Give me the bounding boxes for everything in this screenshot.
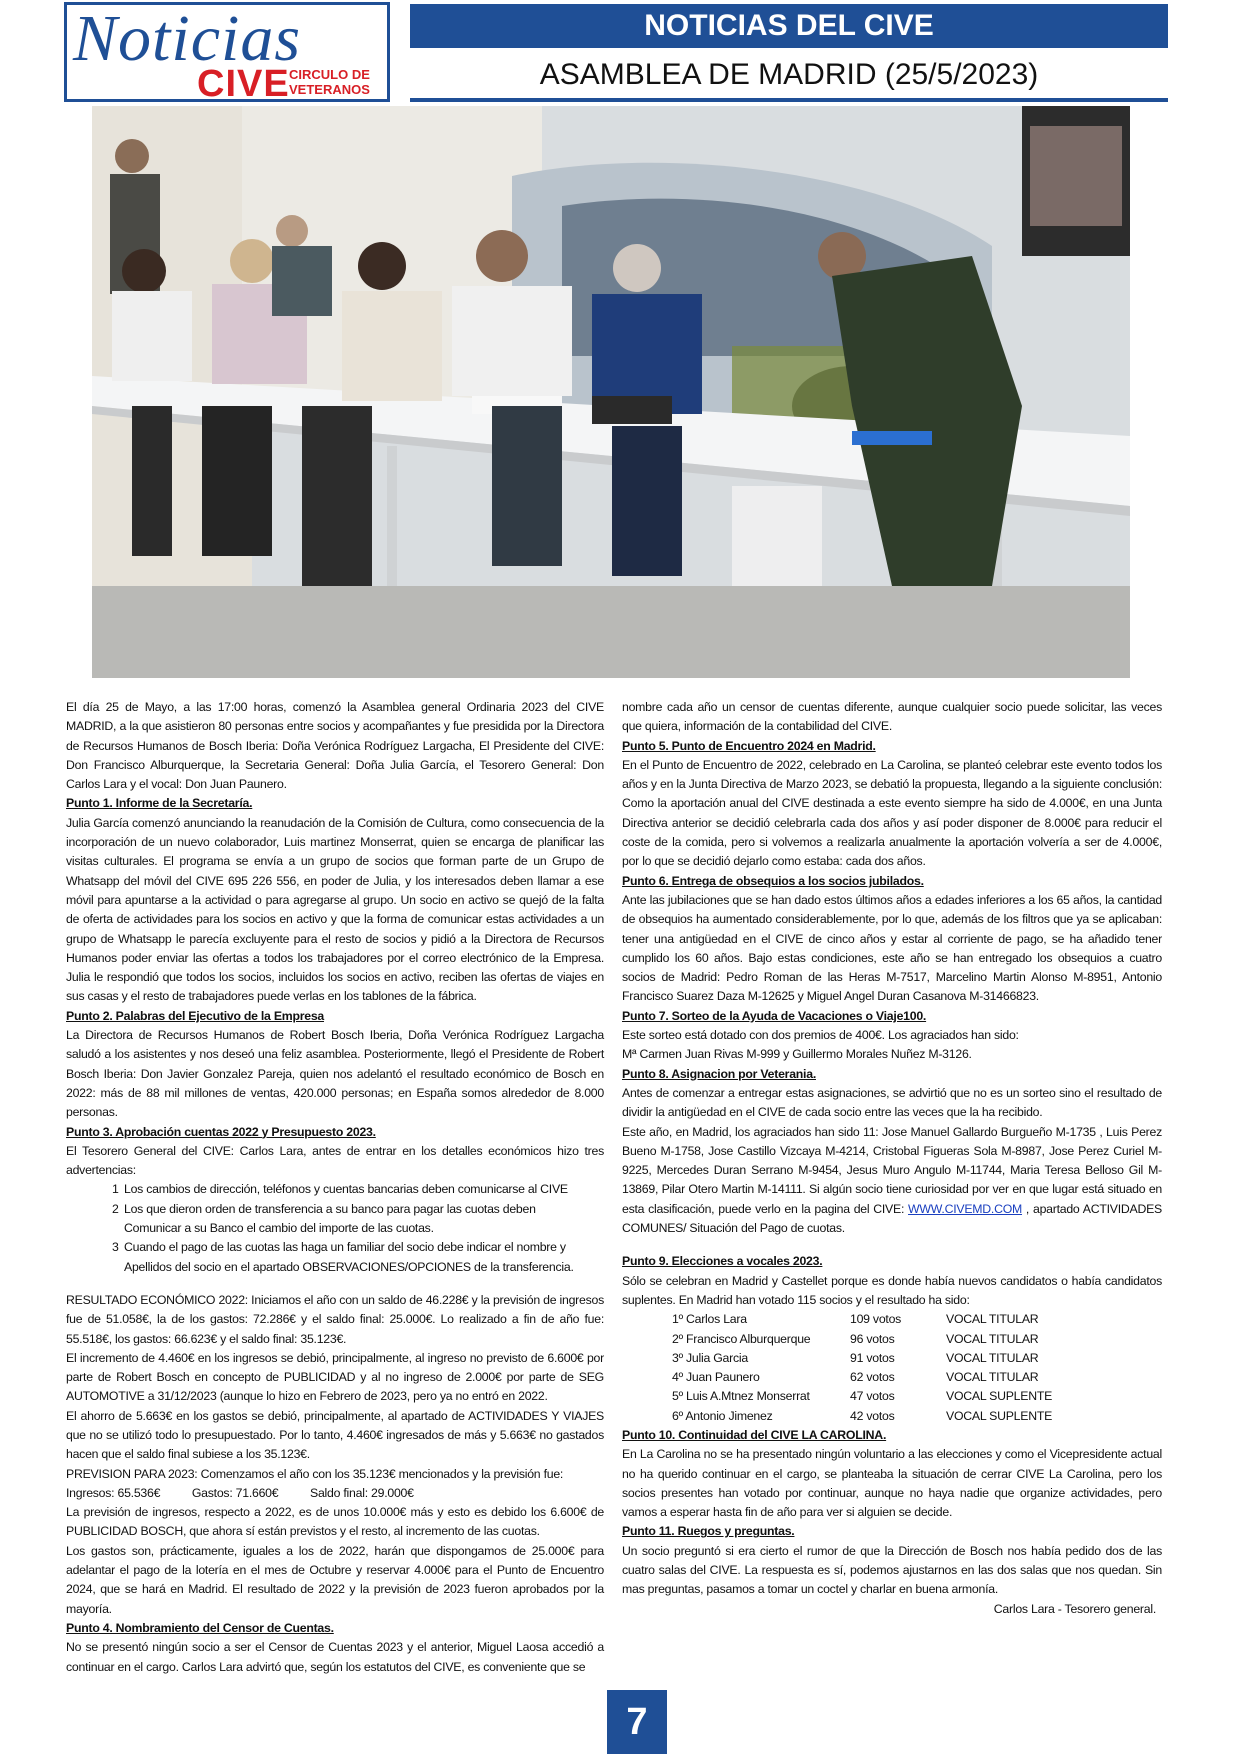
- list-number: 2: [112, 1201, 119, 1216]
- logo-subtitle-line-2: VETERANOS: [289, 82, 370, 97]
- candidate-name: 5º Luis A.Mtnez Monserrat: [672, 1389, 810, 1404]
- point-2-heading: Punto 2. Palabras del Ejecutivo de la Empresa: [66, 1008, 325, 1023]
- point-8-text-2-body: Este año, en Madrid, los agraciados han sido 11: Jose Manuel Gallardo Burgueño M-1735 , Luis Perez Bueno M-1758, Jose Castillo Vizcaya M-4214, Cristobal Figueras Sola M-8987, Jose Perez Curiel M-9225, Mercedes Duran Serrano M-9454, Jesus Muro Angulo M-11744, Maria Teresa Belloso Gil M-13869, Pilar Otero Martin M-14111. Si algún socio tiene curiosidad por ver en que lugar está situado en esta clasificación, puede verlo en la pagina del CIVE:: [622, 1124, 1162, 1216]
- section-title: NOTICIAS DEL CIVE: [410, 4, 1168, 48]
- page-title: ASAMBLEA DE MADRID (25/5/2023): [539, 58, 1039, 91]
- point-9-heading: Punto 9. Elecciones a vocales 2023.: [622, 1254, 823, 1269]
- list-number: 1: [112, 1182, 119, 1197]
- candidate-role: VOCAL TITULAR: [946, 1350, 1039, 1365]
- candidate-name: 2º Francisco Alburquerque: [672, 1331, 811, 1346]
- result-paragraph-2: El incremento de 4.460€ en los ingresos se debió, principalmente, al ingreso no previsto de 6.600€ por parte de Robert Bosch en concepto de PUBLICIDAD y al no ingreso de 2.000€ por parte de SEG AUTOMOTIVE a 31/12/2023 (aunque lo hizo en Febrero de 2023, pero ya no entró en 2022.: [66, 1350, 604, 1404]
- candidate-votes: 96 votos: [850, 1331, 895, 1346]
- forecast-paragraph-2: La previsión de ingresos, respecto a 2022, es de unos 10.000€ más y esto es debido los 6.600€ de PUBLICIDAD BOSCH, que ahora sí están previstos y el resto, al incremento de las cuotas.: [66, 1505, 604, 1539]
- point-3-heading: Punto 3. Aprobación cuentas 2022 y Presupuesto 2023.: [66, 1124, 376, 1139]
- point-4-text-continued: nombre cada año un censor de cuentas diferente, aunque cualquier socio puede solicitar, las veces que quiera, información de la contabilidad del CIVE.: [622, 700, 1162, 734]
- intro-paragraph: El día 25 de Mayo, a las 17:00 horas, comenzó la Asamblea general Ordinaria 2023 del CIVE MADRID, a la que asistieron 80 personas entre socios y acompañantes y fue presidida por la Directora de Recursos Humanos de Bosch Iberia: Doña Verónica Rodríguez Largacha, El Presidente del CIVE: Don Francisco Alburquerque, la Secretaria General: Doña Julia García, el Tesorero General: Don Carlos Lara y el vocal: Don Juan Paunero.: [66, 700, 604, 792]
- list-item: [112, 1238, 604, 1257]
- forecast-paragraph-3: Los gastos son, prácticamente, iguales a los de 2022, harán que dispongamos de 25.000€ para adelantar el pago de la lotería en el mes de Octubre y reservar 4.000€ para el Punto de Encuentro 2024, que se hará en Madrid. El resultado de 2022 y la previsión de 2023 fueron aprobados por la mayoría.: [66, 1543, 604, 1616]
- logo-subtitle-line-1: CIRCULO DE: [289, 67, 370, 82]
- result-paragraph-1: RESULTADO ECONÓMICO 2022: Iniciamos el año con un saldo de 46.228€ y la previsión de ingresos fue de 51.058€, la de los gastos: 72.286€ y el saldo final: 25.000€. Lo realizado a fin de año fue: 55.518€, los gastos: 66.623€ y el saldo final: 35.123€.: [66, 1292, 604, 1346]
- point-6-text: Ante las jubilaciones que se han dado estos últimos años a edades inferiores a los 65 años, la cantidad de obsequios ha aumentado considerablemente, por lo que, además de los filtros que ya se aplicaban: tener una antigüedad en el CIVE de cinco años y estar al corriente de pago, se ha añadido tener cumplido los 60 años. Bajo estas condiciones, este año se han entregado los obsequios a cuatro socios de Madrid: Pedro Roman de las Heras M-7517, Marcelino Martin Alonso M-8951, Antonio Francisco Suarez Daza M-12625 y Miguel Angel Duran Casanova M-31466823.: [622, 892, 1162, 1004]
- logo-subtitle: [289, 67, 370, 97]
- signature: Carlos Lara - Tesorero general.: [993, 1601, 1156, 1616]
- candidate-votes: 91 votos: [850, 1350, 895, 1365]
- list-number: 3: [112, 1240, 119, 1255]
- candidate-name: 1º Carlos Lara: [672, 1312, 747, 1327]
- point-7-winners: Mª Carmen Juan Rivas M-999 y Guillermo Morales Nuñez M-3126.: [622, 1047, 972, 1062]
- header-divider: [410, 98, 1168, 102]
- point-5-text: En el Punto de Encuentro de 2022, celebrado en La Carolina, se planteó celebrar este evento todos los años y en la Junta Directiva de Marzo 2023, se debatió la propuesta, llegando a la siguiente conclusión: Como la aportación anual del CIVE destinada a este evento siempre ha sido de 4.000€, en una Junta Directiva anterior se decidió celebrarla cada dos años y así poder disponer de 8.000€ para reducir el coste de la comida, pero si volvemos a realizarla anualmente la aportación volvería a ser de 4.000€, por lo que se decidió dejarlo como estaba: cada dos años.: [622, 757, 1162, 869]
- list-item-continuation: Apellidos del socio en el apartado OBSERVACIONES/OPCIONES de la transferencia.: [124, 1259, 574, 1274]
- table-row: [672, 1407, 1162, 1426]
- point-7-text: Este sorteo está dotado con dos premios de 400€. Los agraciados han sido:: [622, 1028, 1019, 1043]
- point-7-heading: Punto 7. Sorteo de la Ayuda de Vacaciones o Viaje100.: [622, 1008, 927, 1023]
- cive-website-link[interactable]: WWW.CIVEMD.COM: [908, 1201, 1023, 1216]
- point-5-heading: Punto 5. Punto de Encuentro 2024 en Madrid.: [622, 738, 876, 753]
- table-row: [672, 1368, 1162, 1387]
- right-column: [622, 698, 1162, 1619]
- point-3-text: El Tesorero General del CIVE: Carlos Lara, antes de entrar en los detalles económicos hizo tres advertencias:: [66, 1143, 604, 1178]
- candidate-name: 6º Antonio Jimenez: [672, 1408, 773, 1423]
- left-column: [66, 698, 604, 1677]
- candidate-role: VOCAL SUPLENTE: [946, 1389, 1053, 1404]
- candidate-votes: 109 votos: [850, 1312, 902, 1327]
- forecast-figures: Ingresos: 65.536€ Gastos: 71.660€ Saldo final: 29.000€: [66, 1485, 414, 1500]
- candidate-name: 3º Julia Garcia: [672, 1350, 748, 1365]
- point-11-heading: Punto 11. Ruegos y preguntas.: [622, 1524, 795, 1539]
- table-row: [672, 1330, 1162, 1349]
- point-4-text: No se presentó ningún socio a ser el Censor de Cuentas 2023 y el anterior, Miguel Laosa accedió a continuar en el cargo. Carlos Lara advirtó que, según los estatutos del CIVE, es conveniente que se: [66, 1640, 604, 1674]
- page-number: 7: [607, 1690, 667, 1754]
- table-row: [672, 1310, 1162, 1329]
- point-8-text-1: Antes de comenzar a entregar estas asignaciones, se advirtió que no es un sorteo sino el resultado de dividir la antigüedad en el CIVE de cada socio entre las veces que la ha recibido.: [622, 1085, 1162, 1120]
- candidate-role: VOCAL TITULAR: [946, 1331, 1039, 1346]
- cive-logo: [64, 2, 390, 105]
- point-6-heading: Punto 6. Entrega de obsequios a los socios jubilados.: [622, 873, 924, 888]
- candidate-role: VOCAL TITULAR: [946, 1312, 1039, 1327]
- point-1-heading: Punto 1. Informe de la Secretaría.: [66, 796, 253, 811]
- list-item-text: Los que dieron orden de transferencia a su banco para pagar las cuotas deben: [124, 1201, 536, 1216]
- result-paragraph-3: El ahorro de 5.663€ en los gastos se debió, principalmente, al apartado de ACTIVIDADES Y VIAJES que no se utilizó todo lo presupuestado. Por lo tanto, 4.460€ ingresados de más y 5.663€ no gastados hacen que el saldo final subiese a los 35.123€.: [66, 1408, 604, 1462]
- table-row: [672, 1349, 1162, 1368]
- list-item-continuation: Comunicar a su Banco el cambio del importe de las cuotas.: [124, 1221, 434, 1236]
- candidate-role: VOCAL TITULAR: [946, 1370, 1039, 1385]
- warnings-list: [112, 1180, 604, 1276]
- candidate-votes: 42 votos: [850, 1408, 895, 1423]
- table-row: [672, 1387, 1162, 1406]
- candidate-name: 4º Juan Paunero: [672, 1370, 760, 1385]
- point-11-text: Un socio preguntó si era cierto el rumor de que la Dirección de Bosch nos había pedido dos de las cuatro salas del CIVE. La respuesta es sí, podemos ajustarnos en las dos salas que nos quedan. Sin mas preguntas, pasamos a tomar un coctel y charlar en buena armonía.: [622, 1543, 1162, 1597]
- point-10-heading: Punto 10. Continuidad del CIVE LA CAROLINA.: [622, 1427, 887, 1442]
- point-2-text: La Directora de Recursos Humanos de Robert Bosch Iberia, Doña Verónica Rodríguez Largacha saludó a los asistentes y nos deseó una feliz asamblea. Posteriormente, llegó el Presidente de Robert Bosch Iberia: Don Javier Gonzalez Pareja, quien nos adelantó el resultado económico de Bosch en 2022: más de 88 mil millones de ventas, 420.000 personas; en España somos alrededor de 8.000 personas.: [66, 1028, 604, 1120]
- point-8-heading: Punto 8. Asignacion por Veterania.: [622, 1066, 816, 1081]
- forecast-paragraph-1: PREVISION PARA 2023: Comenzamos el año con los 35.123€ mencionados y la previsión fue:: [66, 1466, 564, 1481]
- candidate-votes: 62 votos: [850, 1370, 895, 1385]
- candidate-votes: 47 votos: [850, 1389, 895, 1404]
- candidate-role: VOCAL SUPLENTE: [946, 1408, 1053, 1423]
- assembly-photo: [92, 106, 1130, 678]
- list-item-text: Cuando el pago de las cuotas las haga un familiar del socio debe indicar el nombre y: [124, 1240, 566, 1255]
- point-10-text: En La Carolina no se ha presentado ningún voluntario a las elecciones y como el Vicepresidente actual no ha querido continuar en el cargo, se planteaba la situación de cerrar CIVE La Carolina, pero los socios presentes han votado por continuar, aunque no haya nadie que organize actividades, pero vamos a esperar hasta fin de año para ver si alguien se decide.: [622, 1447, 1162, 1520]
- logo-title: Noticias: [73, 2, 302, 75]
- election-results: [672, 1310, 1162, 1426]
- list-item: [112, 1200, 604, 1219]
- list-item-text: Los cambios de dirección, teléfonos y cuentas bancarias deben comunicarse al CIVE: [124, 1182, 568, 1197]
- list-item: [112, 1180, 604, 1199]
- logo-brand: CIVE: [197, 63, 290, 105]
- point-9-text: Sólo se celebran en Madrid y Castellet porque es donde había nuevos candidatos o había candidatos suplentes. En Madrid han votado 115 socios y el resultado ha sido:: [622, 1273, 1162, 1307]
- point-1-text: Julia García comenzó anunciando la reanudación de la Comisión de Cultura, como consecuencia de la incorporación de un nuevo colaborador, Luis martinez Monserrat, quien se encarga de planificar las visitas culturales. El programa se envía a un grupo de socios que forman parte de un Grupo de Whatsapp del móvil del CIVE 695 226 556, en poder de Julia, y los interesados deben llamar a ese móvil para apuntarse a la actividad o para agregarse al grupo. Un socio en activo se quejó de la falta de oferta de actividades para los socios en activo y que la forma de comunicar estas actividades a un grupo de Whatsapp le parecía excluyente para el resto de socios y pidió a la Directora de Recursos Humanos poder enviar las ofertas a todos los trabajadores por el correo electrónico de la Empresa. Julia le respondió que todos los socios, incluidos los socios en activo, reciben las ofertas de viajes en sus casas y el resto de trabajadores puede verlas en los tablones de la fábrica.: [66, 815, 604, 1004]
- point-4-heading: Punto 4. Nombramiento del Censor de Cuentas.: [66, 1620, 334, 1635]
- point-8-text-2: [622, 1123, 1162, 1239]
- point-8-text-3: , apartado ACTIVIDADES COMUNES/ Situación del Pago de cuotas.: [622, 1201, 1162, 1236]
